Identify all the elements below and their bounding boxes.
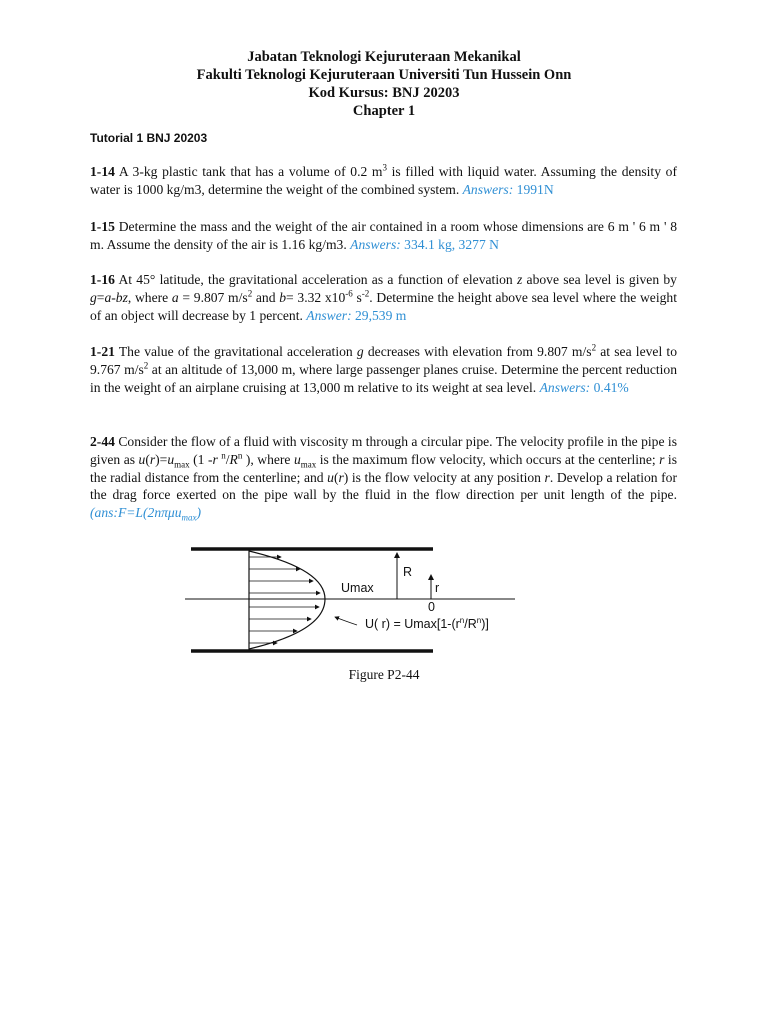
origin-label: 0 — [428, 600, 435, 614]
answer-label: Answers: — [350, 236, 401, 252]
pipe-flow-figure — [185, 535, 515, 665]
problem-number: 1-15 — [90, 219, 115, 234]
answer: (ans:F=L(2nπμu$_{max}$) — [90, 505, 202, 523]
answer-label: Answer: — [306, 307, 352, 323]
department-heading: Jabatan Teknologi Kejuruteraan Mekanikal — [247, 49, 521, 65]
answer-value: 0.41% — [593, 379, 629, 395]
problem-1-15: 1-15 Determine the mass and the weight of the air contained in a room whose dimensions are 6 m ' 6 m ' 8 m. Assume the density of the air is 1.16 kg/m3. Answers: 334.1 kg, 3277 N — [90, 219, 677, 252]
answer-value: 334.1 kg, 3277 N — [404, 236, 499, 252]
answer-label: Answers: — [539, 379, 591, 395]
course-code-heading: Kod Kursus: BNJ 20203 — [308, 85, 460, 101]
answer-label: ans: — [94, 505, 118, 521]
answer-label: Answers: — [462, 181, 514, 197]
problem-number: 1-16 — [90, 272, 115, 287]
answer — [540, 380, 629, 395]
answer-value: 29,539 m — [355, 307, 407, 323]
profile-pointer — [335, 617, 357, 625]
problem-1-16: 1-16 At 45° latitude, the gravitational acceleration as a function of elevation z above sea level is given by g=a-bz, where a = 9.807 $m/s^2$ and b= 3.32 $x10^{-6}$ $s^{-2}$. Determine the height above sea level where the weight of an object will decrease by 1 percent. Answer: 29,539 m — [90, 272, 677, 323]
figure-caption: Figure P2-44 — [348, 667, 420, 682]
problem-1-14: 1-14 A 3-kg plastic tank that has a volume of 0.2 $m^3$ is filled with liquid water. Assuming the density of water is 1000 kg/m3, determine the weight of the combined system. Answers: 1991N — [90, 162, 677, 197]
profile-equation-label: U( $r) = Umax[1-(r^n/R^n)]$ — [365, 616, 489, 631]
problem-number: 1-14 — [90, 164, 115, 179]
tutorial-title: Tutorial 1 BNJ 20203 — [90, 131, 208, 145]
answer — [463, 182, 554, 197]
radius-label: R — [403, 565, 413, 579]
problem-number: 1-21 — [90, 344, 115, 359]
answer — [306, 308, 406, 323]
answer — [350, 237, 499, 252]
umax-label: Umax — [341, 581, 374, 595]
answer-value: F=L(2nπμu — [117, 505, 182, 521]
answer-value: 1991N — [516, 181, 554, 197]
chapter-heading: Chapter 1 — [352, 103, 416, 119]
problem-number: 2-44 — [90, 434, 115, 449]
problem-1-21: 1-21 The value of the gravitational acceleration g decreases with elevation from 9.807 $m/s^2$ at sea level to 9.767 $m/s^2$ at an altitude of 13,000 m, where large passenger planes cruise. Determine the percent reduction in the weight of an airplane cruising at 13,000 m relative to its weight at sea level. Answers: 0.41% — [90, 342, 678, 395]
faculty-heading: Fakulti Teknologi Kejuruteraan Universiti Tun Hussein Onn — [196, 67, 572, 83]
problem-2-44: 2-44 Consider the flow of a fluid with viscosity m through a circular pipe. The velocity profile in the pipe is given as $u(r)=u_{max}$ (1 -r $^n/R^n$ ), where $u_{max}$ is the maximum flow velocity, which occurs at the centerline; r is the radial distance from the centerline; and u(r) is the flow velocity at any position r. Develop a relation for the drag force exerted on the pipe wall by the fluid in the flow direction per unit length of the pipe.(ans:F=L(2nπμu$_{max}$) — [90, 434, 678, 523]
r-label: r — [435, 581, 440, 595]
velocity-profile-curve — [249, 551, 325, 649]
